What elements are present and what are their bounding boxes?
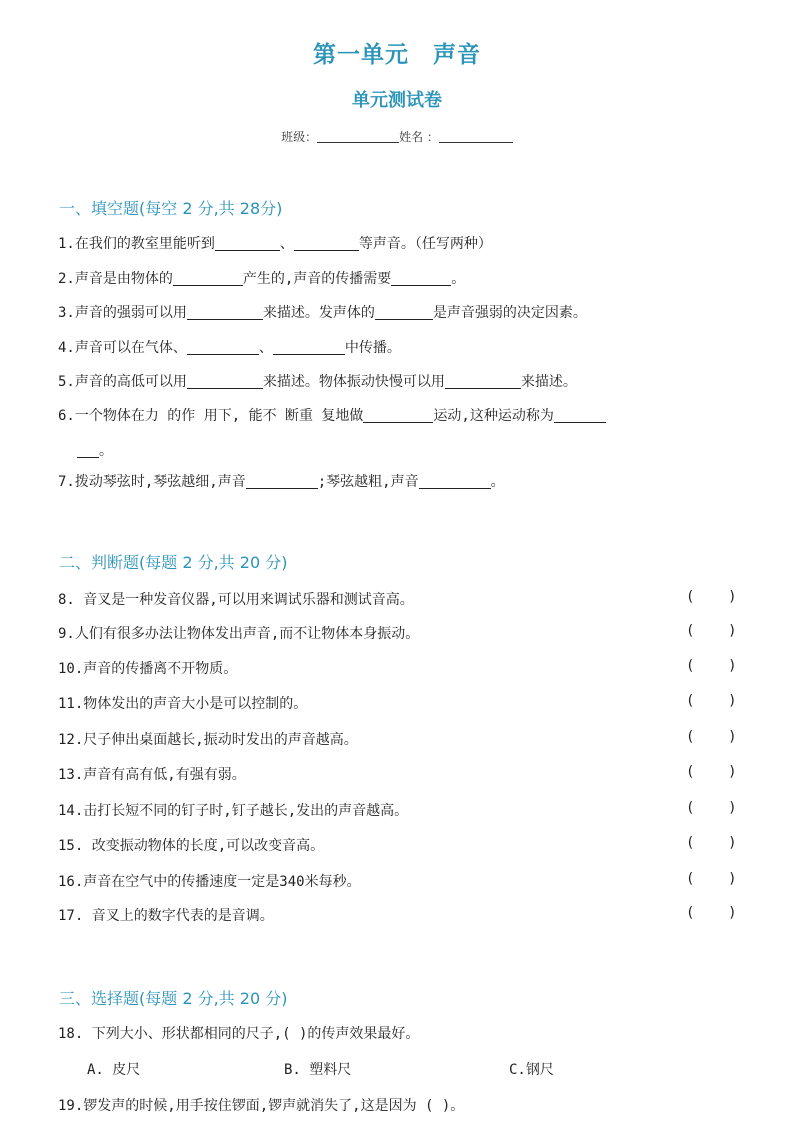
judge-item: 16.声音在空气中的传播速度一定是340米每秒。: [58, 874, 361, 890]
question-19: 19.锣发声的时候,用手按住锣面,锣声就消失了,这是因为 ( )。: [58, 1098, 465, 1114]
q18-option-a[interactable]: A. 皮尺: [87, 1062, 141, 1078]
q5-text-c: 来描述。: [520, 374, 577, 390]
q1-text-a: 1.在我们的教室里能听到: [58, 236, 215, 252]
judge-item: 12.尺子伸出桌面越长,振动时发出的声音越高。: [58, 732, 358, 748]
q1-blank-2[interactable]: [294, 236, 359, 251]
judge-item: 14.击打长短不同的钉子时,钉子越长,发出的声音越高。: [58, 803, 409, 819]
q5-text-a: 5.声音的高低可以用: [58, 374, 187, 390]
section-fill-heading: 一、填空题(每空 2 分,共 28分): [59, 199, 283, 218]
q2-text-b: 产生的,声音的传播需要: [242, 271, 392, 287]
judge-item: 17. 音叉上的数字代表的是音调。: [58, 908, 274, 924]
q4-blank-2[interactable]: [273, 340, 345, 355]
answer-paren[interactable]: ( ): [686, 658, 737, 674]
name-label: 姓名 ：: [399, 130, 439, 144]
q18-option-b[interactable]: B. 塑料尺: [284, 1062, 352, 1078]
question-2: [58, 268, 465, 288]
question-18: 18. 下列大小、形状都相同的尺子,( )的传声效果最好。: [58, 1026, 420, 1042]
question-5: [58, 371, 577, 391]
q3-text-b: 来描述。发声体的: [262, 305, 375, 321]
judge-item: 9.人们有很多办法让物体发出声音,而不让物体本身振动。: [58, 626, 420, 642]
q1-text-c: 等声音。（任写两种）: [358, 236, 492, 252]
answer-paren[interactable]: ( ): [686, 905, 737, 921]
q1-blank-1[interactable]: [215, 236, 280, 251]
unit-title: 第一单元 声音: [313, 42, 481, 68]
judge-item: 11.物体发出的声音大小是可以控制的。: [58, 696, 308, 712]
q7-text-a: 7.拨动琴弦时,琴弦越细,声音: [58, 474, 246, 490]
section-judge-heading: 二、判断题(每题 2 分,共 20 分): [59, 553, 288, 572]
judge-item: 8. 音叉是一种发音仪器,可以用来调试乐器和测试音高。: [58, 592, 414, 608]
q3-blank-2[interactable]: [375, 305, 433, 320]
class-label: 班级：: [281, 130, 318, 144]
q5-blank-2[interactable]: [445, 374, 521, 389]
student-info-line: [0, 128, 794, 145]
q4-text-a: 4.声音可以在气体、: [58, 340, 187, 356]
question-6-continued: [77, 440, 113, 460]
q2-text-c: 。: [451, 271, 466, 287]
q3-text-a: 3.声音的强弱可以用: [58, 305, 187, 321]
q7-text-b: ;琴弦越粗,声音: [317, 474, 419, 490]
question-6: [58, 405, 606, 425]
q6-text-c: 。: [99, 443, 113, 459]
q6-blank-1[interactable]: [363, 408, 433, 423]
q3-blank-1[interactable]: [187, 305, 263, 320]
answer-paren[interactable]: ( ): [686, 729, 737, 745]
answer-paren[interactable]: ( ): [686, 800, 737, 816]
q18-option-c[interactable]: C.钢尺: [509, 1062, 554, 1078]
answer-paren[interactable]: ( ): [686, 693, 737, 709]
q7-text-c: 。: [490, 474, 505, 490]
q1-text-b: 、: [279, 236, 294, 252]
q4-blank-1[interactable]: [187, 340, 259, 355]
question-4: [58, 337, 401, 357]
test-subtitle: 单元测试卷: [352, 90, 442, 111]
answer-paren[interactable]: ( ): [686, 623, 737, 639]
answer-paren[interactable]: ( ): [686, 764, 737, 780]
judge-item: 10.声音的传播离不开物质。: [58, 661, 238, 677]
q6-blank-2-continued[interactable]: [77, 443, 99, 458]
q2-text-a: 2.声音是由物体的: [58, 271, 173, 287]
judge-item: 13.声音有高有低,有强有弱。: [58, 767, 246, 783]
q4-text-c: 中传播。: [344, 340, 401, 356]
answer-paren[interactable]: ( ): [686, 835, 737, 851]
class-blank[interactable]: [317, 130, 399, 143]
q7-blank-1[interactable]: [246, 474, 318, 489]
q5-text-b: 来描述。物体振动快慢可以用: [262, 374, 445, 390]
section-choice-heading: 三、选择题(每题 2 分,共 20 分): [59, 989, 288, 1008]
answer-paren[interactable]: ( ): [686, 871, 737, 887]
question-3: [58, 302, 587, 322]
q6-text-b: 运动,这种运动称为: [433, 408, 554, 424]
q4-text-b: 、: [258, 340, 273, 356]
q6-text-a: 6.一个物体在力 的作 用下, 能不 断重 复地做: [58, 408, 364, 424]
q5-blank-1[interactable]: [187, 374, 263, 389]
answer-paren[interactable]: ( ): [686, 589, 737, 605]
question-1: [58, 233, 492, 253]
q7-blank-2[interactable]: [419, 474, 491, 489]
name-blank[interactable]: [439, 130, 513, 143]
q2-blank-1[interactable]: [173, 271, 243, 286]
judge-item: 15. 改变振动物体的长度,可以改变音高。: [58, 838, 325, 854]
q3-text-c: 是声音强弱的决定因素。: [432, 305, 587, 321]
q2-blank-2[interactable]: [391, 271, 451, 286]
question-7: [58, 471, 505, 491]
q6-blank-2[interactable]: [554, 408, 606, 423]
